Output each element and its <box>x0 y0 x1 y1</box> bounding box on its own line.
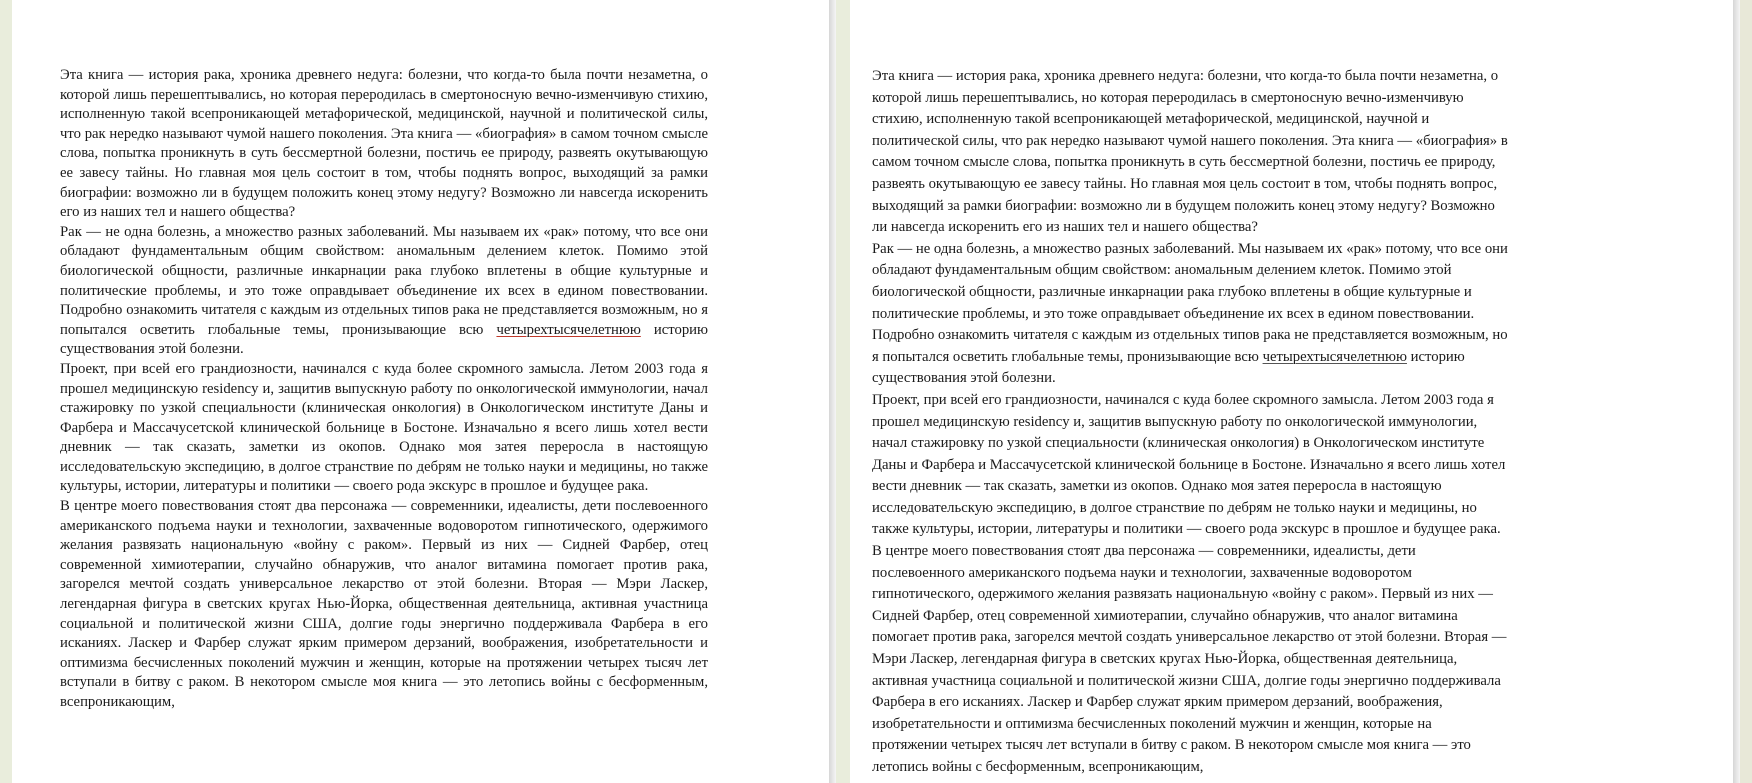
paragraph-text-tail: историю существования этой болезни. <box>872 348 1465 387</box>
spelling-error-word[interactable]: четырехтысячелетнюю <box>1262 348 1407 365</box>
pane-edge-shadow-right <box>1733 0 1740 783</box>
original-text-pane[interactable] <box>0 0 836 783</box>
paragraph-text: Рак — не одна болезнь, а множество разных заболеваний. Мы называем их «рак» потому, что все они обладают фундаментальным общим свойством: аномальным делением клеток. Помимо этой биологической общности, различные инкарнации рака глубоко вплетены в общие культурные и политические проблемы, и это тоже оправдывает объединение их всех в едином повествовании. Подробно ознакомить читателя с каждым из отдельных типов рака не представляется возможным, но я попытался осветить глобальные темы, пронизывающие всю <box>60 223 708 338</box>
paragraph <box>60 497 708 713</box>
paragraph <box>872 239 1509 390</box>
paragraph <box>60 66 708 223</box>
text-body-left <box>60 66 708 713</box>
paragraph <box>872 66 1509 239</box>
pane-divider <box>836 0 850 783</box>
paragraph <box>872 390 1509 541</box>
pane-edge-shadow-left <box>829 0 836 783</box>
paragraph-text: Проект, при всей его грандиозности, начинался с куда более скромного замысла. Летом 2003 года я прошел медицинскую residency и, защитив выпускную работу по онкологической иммунологии, начал стажировку по узкой специальности (клиническая онкология) в Онкологическом институте Даны и Фарбера и Массачусетской клинической больнице в Бостоне. Изначально я всего лишь хотел вести дневник — так сказать, заметки из окопов. Однако моя затея переросла в настоящую исследовательскую экспедицию, в долгое странствие по дебрям не только науки и медицины, но также культуры, истории, литературы и политики — своего рода экскурс в прошлое и будущее рака. <box>60 360 708 495</box>
paragraph <box>60 360 708 497</box>
paragraph-text: Эта книга — история рака, хроника древнего недуга: болезни, что когда-то была почти незаметна, о которой лишь перешептывались, но которая переродилась в смертоносную вечно-изменчивую стихию, исполненную такой всепроникающей метафорической, медицинской, научной и политической силы, что рак нередко называют чумой нашего поколения. Эта книга — «биография» в самом точном смысле слова, попытка проникнуть в суть бессмертной болезни, постичь ее природу, развеять окутывающую ее завесу тайны. Но главная моя цель состоит в том, чтобы поднять вопрос, выходящий за рамки биографии: возможно ли в будущем положить конец этому недугу? Возможно ли навсегда искоренить его из наших тел и нашего общества? <box>872 68 1508 236</box>
paragraph-text: В центре моего повествования стоят два персонажа — современники, идеалисты, дети послевоенного американского подъема науки и технологии, захваченные водоворотом гипнотического, одержимого желания развязать национальную «войну с раком». Первый из них — Сидней Фарбер, отец современной химиотерапии, случайно обнаружив, что аналог витамина помогает против рака, загорелся мечтой создать универсальное лекарство от этой болезни. Вторая — Мэри Ласкер, легендарная фигура в светских кругах Нью-Йорка, общественная деятельница, активная участница социальной и политической жизни США, долгие годы энергично поддерживала Фарбера в его исканиях. Ласкер и Фарбер служат ярким примером дерзаний, воображения, изобретательности и оптимизма бесчисленных поколений мужчин и женщин, которые на протяжении четырех тысяч лет вступали в битву с раком. В некотором смысле моя книга — это летопись войны с бесформенным, всепроникающим, <box>60 498 708 710</box>
text-body-right <box>872 66 1509 779</box>
spelling-error-word[interactable]: четырехтысячелетнюю <box>496 321 641 338</box>
translated-text-pane[interactable] <box>850 0 1740 783</box>
paragraph-text: Рак — не одна болезнь, а множество разных заболеваний. Мы называем их «рак» потому, что все они обладают фундаментальным общим свойством: аномальным делением клеток. Помимо этой биологической общности, различные инкарнации рака глубоко вплетены в общие культурные и политические проблемы, и это тоже оправдывает объединение их всех в едином повествовании. Подробно ознакомить читателя с каждым из отдельных типов рака не представляется возможным, но я попытался осветить глобальные темы, пронизывающие всю <box>872 240 1508 365</box>
paragraph-text: В центре моего повествования стоят два персонажа — современники, идеалисты, дети послевоенного американского подъема науки и технологии, захваченные водоворотом гипнотического, одержимого желания развязать национальную «войну с раком». Первый из них — Сидней Фарбер, отец современной химиотерапии, случайно обнаружив, что аналог витамина помогает против рака, загорелся мечтой создать универсальное лекарство от этой болезни. Вторая — Мэри Ласкер, легендарная фигура в светских кругах Нью-Йорка, общественная деятельница, активная участница социальной и политической жизни США, долгие годы энергично поддерживала Фарбера в его исканиях. Ласкер и Фарбер служат ярким примером дерзаний, воображения, изобретательности и оптимизма бесчисленных поколений мужчин и женщин, которые на протяжении четырех тысяч лет вступали в битву с раком. В некотором смысле моя книга — это летопись войны с бесформенным, всепроникающим, <box>872 543 1507 775</box>
page-content-left <box>60 66 708 713</box>
paragraph <box>872 541 1509 779</box>
paragraph <box>60 223 708 360</box>
page-content-right <box>872 66 1509 779</box>
paragraph-text-tail: историю существования этой болезни. <box>60 321 709 358</box>
paragraph-text: Проект, при всей его грандиозности, начинался с куда более скромного замысла. Летом 2003 года я прошел медицинскую residency и, защитив выпускную работу по онкологической иммунологии, начал стажировку по узкой специальности (клиническая онкология) в Онкологическом институте Даны и Фарбера и Массачусетской клинической больнице в Бостоне. Изначально я всего лишь хотел вести дневник — так сказать, заметки из окопов. Однако моя затея переросла в настоящую исследовательскую экспедицию, в долгое странствие по дебрям не только науки и медицины, но также культуры, истории, литературы и политики — своего рода экскурс в прошлое и будущее рака. <box>872 391 1506 538</box>
paragraph-text: Эта книга — история рака, хроника древнего недуга: болезни, что когда-то была почти незаметна, о которой лишь перешептывались, но которая переродилась в смертоносную вечно-изменчивую стихию, исполненную такой всепроникающей метафорической, медицинской, научной и политической силы, что рак нередко называют чумой нашего поколения. Эта книга — «биография» в самом точном смысле слова, попытка проникнуть в суть бессмертной болезни, постичь ее природу, развеять окутывающую ее завесу тайны. Но главная моя цель состоит в том, чтобы поднять вопрос, выходящий за рамки биографии: возможно ли в будущем положить конец этому недугу? Возможно ли навсегда искоренить его из наших тел и нашего общества? <box>60 67 708 221</box>
